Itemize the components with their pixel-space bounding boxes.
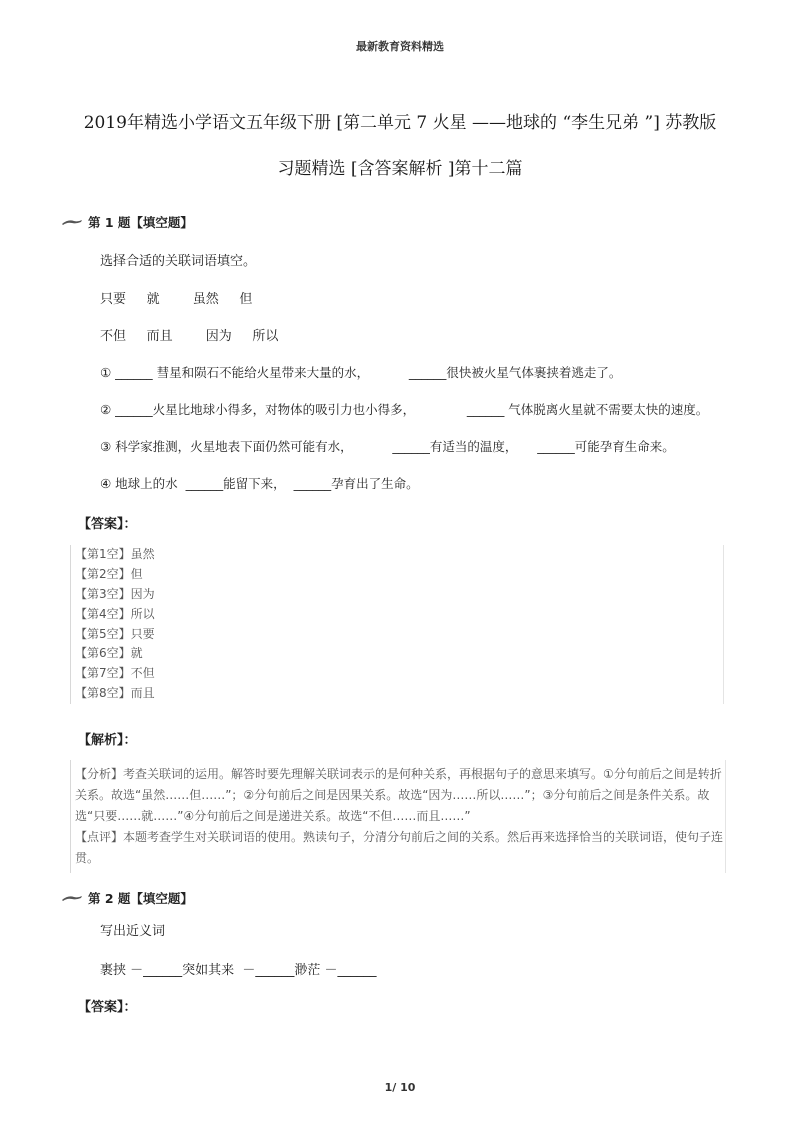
word-choices-2: 不但 而且 因为 所以 [100, 329, 279, 344]
blank-item-2: ② ______火星比地球小得多，对物体的吸引力也小得多， ______ 气体脱离火星就不需要太快的速度。 [100, 402, 709, 417]
answer-row: 【第3空】因为 [75, 586, 155, 601]
blank-item-3: ③ 科学家推测，火星地表下面仍然可能有水， ______有适当的温度， ______可能孕育生命来。 [100, 439, 675, 454]
answer-row: 【第8空】而且 [75, 686, 155, 701]
brush-icon [62, 894, 82, 902]
answer-label: 【答案】： [78, 517, 137, 532]
answer-label-2: 【答案】： [78, 1000, 137, 1015]
brush-icon [62, 218, 82, 226]
word-choices-1: 只要 就 虽然 但 [100, 292, 253, 307]
blank-item-4: ④ 地球上的水 ______能留下来， ______孕育出了生命。 [100, 476, 419, 491]
document-title [60, 100, 740, 192]
analysis-paragraph: 【分析】考查关联词的运用。解答时要先理解关联词表示的是何种关系，再根据句子的意思来填写。①分句前后之间是转折关系。故选“虽然……但……”；②分句前后之间是因果关系。故选“因为……所以……”；③分句前后之间是条件关系。故选“只要……就……”④分句前后之间是递进关系。故选“不但……而且……” [75, 767, 722, 823]
question-1-instruction: 选择合适的关联词语填空。 [100, 254, 257, 269]
answer-row: 【第7空】不但 [75, 666, 155, 681]
analysis-label: 【解析】： [78, 733, 137, 748]
title-line-2: 习题精选 [含答案解析 ]第十二篇 [277, 159, 523, 179]
answer-row: 【第2空】但 [75, 566, 143, 581]
answer-row: 【第5空】只要 [75, 626, 155, 641]
synonym-items: 裹挟 －______突如其来 －______渺茫 －______ [100, 963, 377, 978]
review-paragraph: 【点评】本题考查学生对关联词语的使用。熟读句子，分清分句前后之间的关系。然后再来选择恰当的关联词语，使句子连贯。 [75, 830, 724, 865]
title-line-1: 2019年精选小学语文五年级下册 [第二单元 7 火星 ——地球的 “李生兄弟 ”] 苏教版 [83, 113, 717, 133]
question-2-instruction: 写出近义词 [100, 924, 166, 939]
page-header: 最新教育资料精选 [356, 40, 444, 53]
page-number: 1/ 10 [384, 1081, 416, 1094]
blank-item-1: ① ______ 彗星和陨石不能给火星带来大量的水， ______很快被火星气体裹挟着逃走了。 [100, 365, 622, 380]
answer-box [70, 545, 724, 704]
question-1-heading: 第 1 题【填空题】 [62, 213, 193, 231]
answer-row: 【第6空】就 [75, 646, 143, 661]
answer-row: 【第1空】虽然 [75, 547, 155, 561]
analysis-box [70, 760, 726, 873]
question-2-heading: 第 2 题【填空题】 [62, 889, 193, 907]
answer-row: 【第4空】所以 [75, 606, 155, 621]
